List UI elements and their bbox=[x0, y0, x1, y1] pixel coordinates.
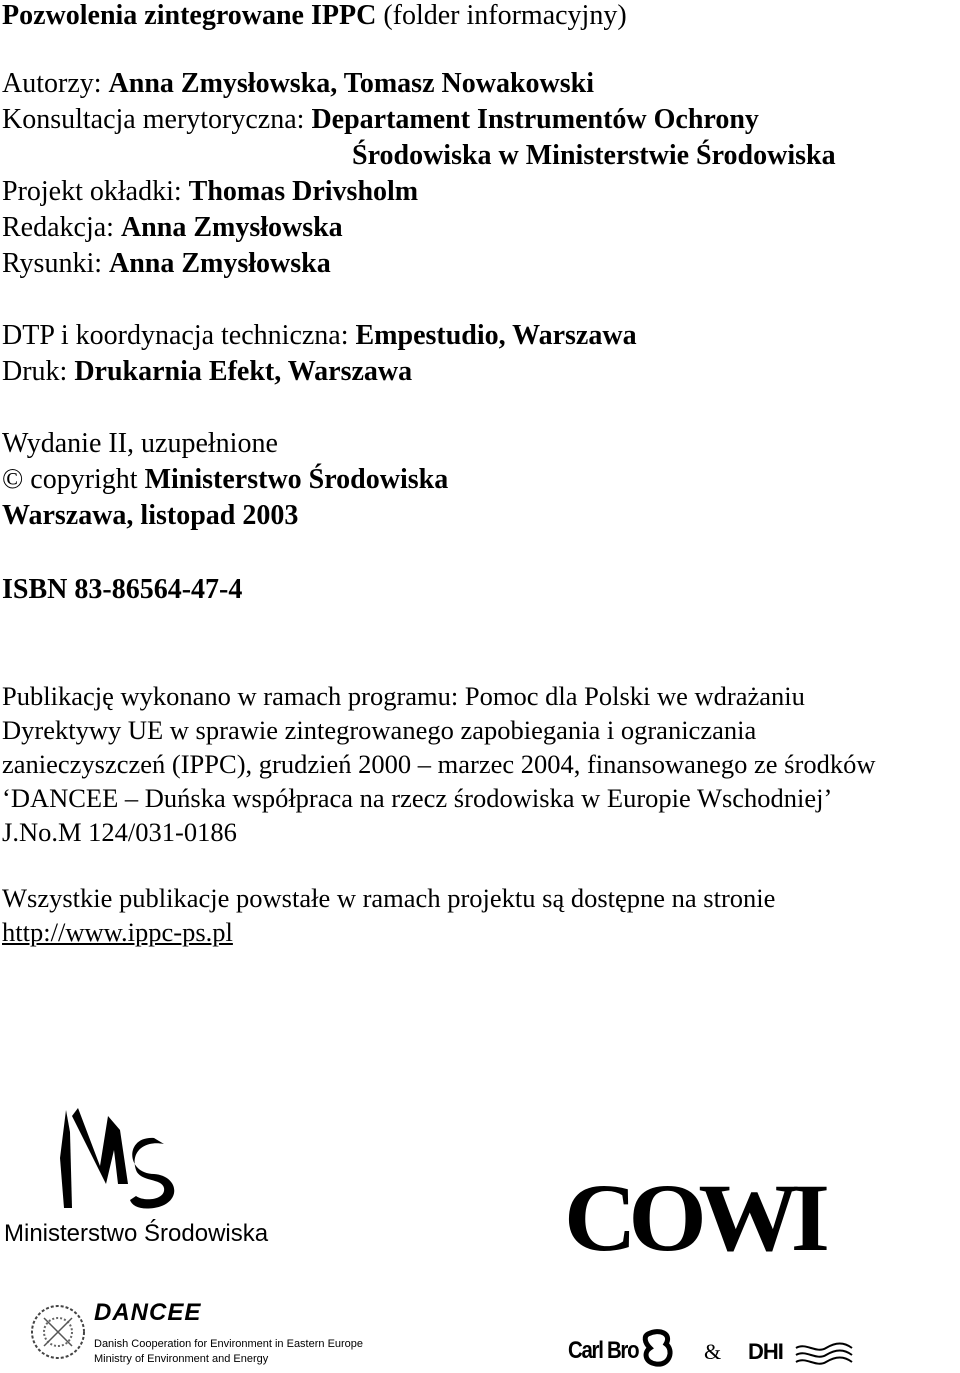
title-subtitle: (folder informacyjny) bbox=[376, 0, 627, 31]
program-line: zanieczyszczeń (IPPC), grudzień 2000 – marzec 2004, finansowanego ze środków bbox=[2, 749, 876, 779]
carlbro-logo bbox=[568, 1328, 678, 1370]
credit-cover bbox=[2, 176, 418, 208]
ministry-logo bbox=[4, 1096, 269, 1256]
credit-label: Rysunki: bbox=[2, 248, 110, 279]
cowi-logo: COWI bbox=[564, 1164, 822, 1271]
website-link[interactable]: http://www.ippc-ps.pl bbox=[2, 917, 233, 947]
dancee-logo-name: DANCEE bbox=[94, 1299, 202, 1326]
credit-value: Departament Instrumentów Ochrony bbox=[311, 104, 759, 135]
credit-label: Autorzy: bbox=[2, 68, 109, 99]
edition-line: Wydanie II, uzupełnione bbox=[2, 428, 278, 459]
dancee-logo bbox=[30, 1298, 370, 1372]
credit-drawings bbox=[2, 248, 331, 280]
credit-value: Empestudio, Warszawa bbox=[355, 320, 637, 351]
credit-label: Druk: bbox=[2, 356, 75, 387]
dancee-emblem-icon bbox=[30, 1298, 86, 1368]
copyright-prefix: © copyright bbox=[2, 464, 145, 495]
carlbro-emblem-icon bbox=[642, 1328, 676, 1368]
credit-label: Konsultacja merytoryczna: bbox=[2, 104, 312, 135]
credit-value: Anna Zmysłowska bbox=[120, 212, 343, 243]
ministry-emblem-icon bbox=[4, 1096, 264, 1226]
credit-value: Anna Zmysłowska bbox=[109, 248, 331, 279]
credit-value: Thomas Drivsholm bbox=[188, 176, 419, 207]
credit-consultation-cont: Środowiska w Ministerstwie Środowiska bbox=[352, 140, 836, 171]
credit-label: Redakcja: bbox=[2, 212, 121, 243]
program-line: Publikację wykonano w ramach programu: Pomoc dla Polski we wdrażaniu bbox=[2, 681, 805, 711]
credit-consultation bbox=[2, 104, 759, 136]
carlbro-logo-text: Carl Bro bbox=[568, 1337, 639, 1364]
program-line: Dyrektywy UE w sprawie zintegrowanego zapobiegania i ograniczania bbox=[2, 715, 757, 745]
document-title bbox=[2, 0, 627, 32]
copyright-holder: Ministerstwo Środowiska bbox=[144, 464, 449, 495]
isbn: ISBN 83-86564-47-4 bbox=[2, 574, 243, 605]
credit-print bbox=[2, 356, 412, 388]
copyright-line bbox=[2, 464, 448, 496]
dancee-logo-line1: Danish Cooperation for Environment in Eastern Europe bbox=[94, 1338, 364, 1350]
logo-ampersand: & bbox=[704, 1339, 722, 1364]
program-line: ‘DANCEE – Duńska współpraca na rzecz środowiska w Europie Wschodniej’ bbox=[2, 783, 833, 813]
ministry-logo-text: Ministerstwo Środowiska bbox=[4, 1220, 269, 1247]
dancee-logo-line2: Ministry of Environment and Energy bbox=[94, 1353, 269, 1365]
dhi-logo-text: DHI bbox=[748, 1339, 783, 1364]
title-main: Pozwolenia zintegrowane IPPC bbox=[2, 0, 377, 31]
place-date: Warszawa, listopad 2003 bbox=[2, 500, 299, 531]
credit-label: Projekt okładki: bbox=[2, 176, 189, 207]
credit-label: DTP i koordynacja techniczna: bbox=[2, 320, 356, 351]
credit-editing bbox=[2, 212, 343, 244]
credit-value: Drukarnia Efekt, Warszawa bbox=[74, 356, 413, 387]
program-line: J.No.M 124/031-0186 bbox=[2, 817, 237, 847]
credit-value: Anna Zmysłowska, Tomasz Nowakowski bbox=[108, 68, 594, 99]
dhi-logo bbox=[748, 1338, 856, 1370]
availability-text: Wszystkie publikacje powstałe w ramach projektu są dostępne na stronie bbox=[2, 883, 776, 913]
credit-authors bbox=[2, 68, 594, 100]
dhi-wave-icon bbox=[794, 1340, 854, 1368]
credit-dtp bbox=[2, 320, 637, 352]
